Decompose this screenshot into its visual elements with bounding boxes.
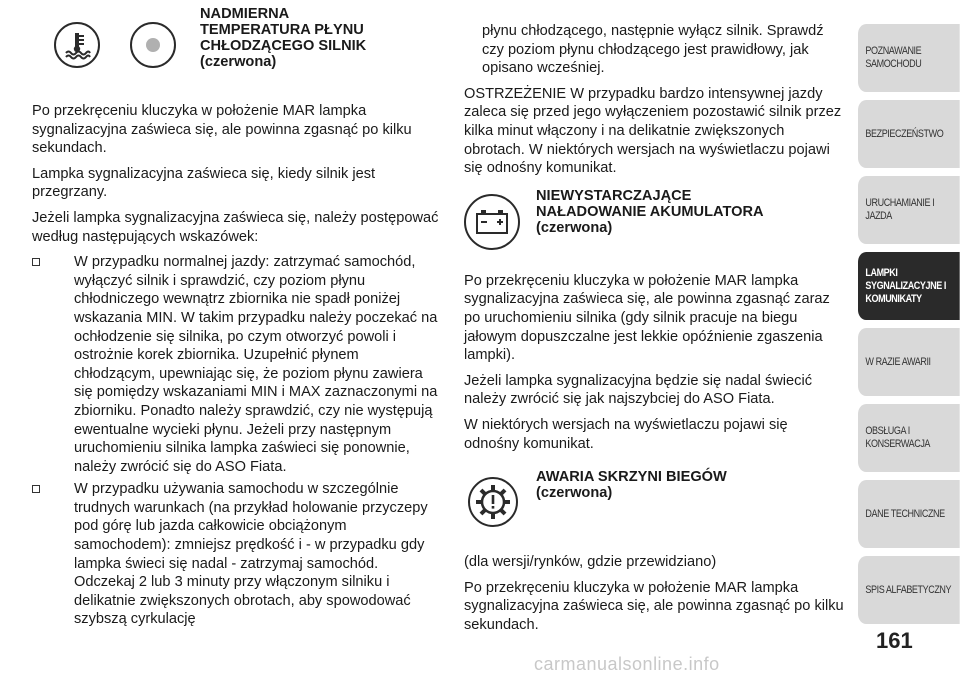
title-line: TEMPERATURA PŁYNU xyxy=(200,22,364,38)
list-item xyxy=(32,480,442,629)
title-line: NADMIERNA xyxy=(200,6,290,22)
warning-paragraph: OSTRZEŻENIE W przypadku bardzo intensywnej jazdy zaleca się przed jego wyłączeniem pozostawić silnik przez kilka minut włączony i na delikatnie zwiększonych obrotach. W niektórych wersjach na wyświetlaczu pojawi się odnośny komunikat. xyxy=(464,85,842,177)
battery-section-header xyxy=(464,188,844,266)
page-number: 161 xyxy=(876,628,913,653)
paragraph: Po przekręceniu kluczyka w położenie MAR lampka sygnalizacyjna zaświeca się, ale powinna zgasnąć zaraz po uruchomieniu silnika (gdy silnik pracuje na biegu jałowym dopuszczalne jest lekkie opóźnienie zgaszenia lampki). xyxy=(464,272,830,364)
gearbox-section-title xyxy=(536,469,727,501)
paragraph: Lampka sygnalizacyjna zaświeca się, kiedy silnik jest przegrzany. xyxy=(32,165,376,201)
title-line: (czerwona) xyxy=(536,219,613,236)
left-column xyxy=(32,0,442,635)
tab-dane-techniczne[interactable]: DANE TECHNICZNE xyxy=(858,480,960,548)
tab-uruchamianie-i-jazda[interactable]: URUCHAMIANIE I JAZDA xyxy=(858,176,960,244)
grey-indicator-icon xyxy=(130,22,176,68)
coolant-temperature-icon xyxy=(54,22,100,68)
title-line: AWARIA SKRZYNI BIEGÓW xyxy=(536,469,727,486)
list-item-text: W przypadku używania samochodu w szczególnie trudnych warunkach (na przykład holowanie przyczepy pod górę lub jazda całkowicie obciążonym samochodem): zmniejsz prędkość i - w przypadku gdy lampka świeci się nadal - zatrzymaj samochód. Odczekaj 2 lub 3 minuty przy włączonym silniku i delikatnie zwiększonych obrotach, aby spowodować szybszą cyrkulację xyxy=(74,481,428,628)
paragraph: Po przekręceniu kluczyka w położenie MAR lampka sygnalizacyjna zaświeca się, ale powinna zgasnąć po kilku sekundach. xyxy=(464,579,844,633)
title-line: NIEWYSTARCZAJĄCE xyxy=(536,187,692,204)
coolant-section-title xyxy=(200,6,366,70)
tab-spis-alfabetyczny[interactable]: SPIS ALFABETYCZNY xyxy=(858,556,960,624)
list-item xyxy=(32,253,442,476)
tab-obsluga-i-konserwacja[interactable]: OBSŁUGA I KONSERWACJA xyxy=(858,404,960,472)
list-item-text: W przypadku normalnej jazdy: zatrzymać samochód, wyłączyć silnik i sprawdzić, czy poziom płynu chłodniczego wewnątrz zbiornika nie spadł poniżej wskazania MIN. W takim przypadku należy poczekać na ochłodzenie się silnika, po czym otworzyć powoli i ostrożnie korek zbiornika. Uzupełnić płynem chłodzącym, upewniając się, że poziom płynu zawiera się pomiędzy wskazaniami MIN i MAX zaznaczonymi na zbiorniku. Ponadto należy sprawdzić, czy nie występują ewentualne wycieki płynu. Jeżeli przy następnym uruchomieniu silnika lampka zaświeci się ponownie, należy zwrócić się do ASO Fiata. xyxy=(74,254,438,475)
grey-dot xyxy=(146,38,160,52)
gearbox-section-header xyxy=(464,467,844,547)
continuation-paragraph: płynu chłodzącego, następnie wyłącz silnik. Sprawdź czy poziom płynu chłodzącego jest prawidłowy, jak opisano wcześniej. xyxy=(482,23,824,77)
bullet-list xyxy=(32,253,442,629)
tab-lampki-sygnalizacyjne[interactable]: LAMPKI SYGNALIZACYJNE I KOMUNIKATY xyxy=(858,252,960,320)
battery-icon xyxy=(464,194,520,250)
gearbox-fault-icon xyxy=(468,477,518,527)
square-bullet-icon xyxy=(32,258,40,266)
paragraph: W niektórych wersjach na wyświetlaczu pojawi się odnośny komunikat. xyxy=(464,416,788,452)
tab-w-razie-awarii[interactable]: W RAZIE AWARII xyxy=(858,328,960,396)
title-line: (czerwona) xyxy=(536,485,613,502)
paragraph: Jeżeli lampka sygnalizacyjna zaświeca się, należy postępować według następujących wskazówek: xyxy=(32,209,439,245)
title-line: (czerwona) xyxy=(200,54,277,70)
coolant-section-header xyxy=(32,0,442,96)
paragraph: Jeżeli lampka sygnalizacyjna będzie się nadal świecić należy zwrócić się jak najszybciej do ASO Fiata. xyxy=(464,372,812,408)
battery-section-title xyxy=(536,188,764,236)
paragraph: Po przekręceniu kluczyka w położenie MAR lampka sygnalizacyjna zaświeca się, ale powinna zgasnąć po kilku sekundach. xyxy=(32,103,412,157)
square-bullet-icon xyxy=(32,485,40,493)
title-line: NAŁADOWANIE AKUMULATORA xyxy=(536,203,764,220)
tab-poznawanie-samochodu[interactable]: POZNAWANIE SAMOCHODU xyxy=(858,24,960,92)
title-line: CHŁODZĄCEGO SILNIK xyxy=(200,38,367,54)
tab-bezpieczenstwo[interactable]: BEZPIECZEŃSTWO xyxy=(858,100,960,168)
chapter-sidebar xyxy=(858,24,960,632)
paragraph: (dla wersji/rynków, gdzie przewidziano) xyxy=(464,554,717,571)
right-column xyxy=(464,22,844,641)
watermark: carmanualsonline.info xyxy=(534,654,720,674)
